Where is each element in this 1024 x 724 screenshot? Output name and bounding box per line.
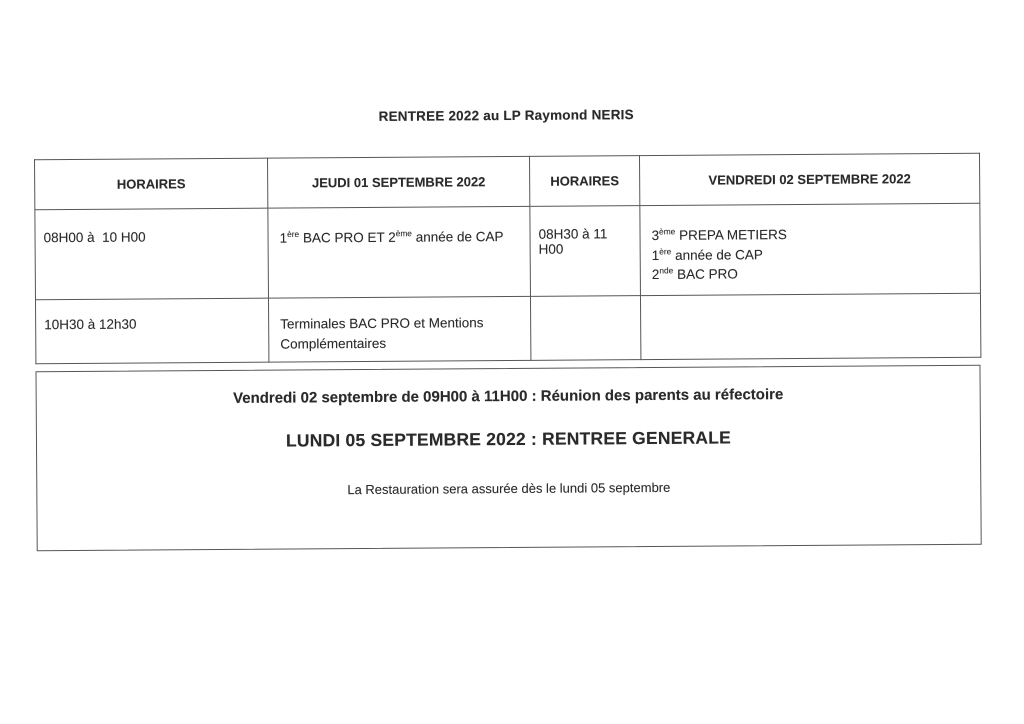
header-horaires-jeudi: HORAIRES	[35, 158, 268, 210]
cell-horaires-vendredi-slot1: 08H30 à 11 H00	[530, 206, 641, 297]
vendredi-class-line: 3ème PREPA METIERS	[651, 226, 787, 243]
note-restauration: La Restauration sera assurée dès le lundi 05 septembre	[347, 479, 671, 498]
vendredi-class-line: 2nde BAC PRO	[651, 265, 738, 283]
header-jeudi-01-septembre: JEUDI 01 SEPTEMBRE 2022	[268, 156, 530, 208]
table-row	[35, 293, 980, 364]
vendredi-class-line: 1ère année de CAP	[651, 245, 763, 263]
cell-jeudi-classes-slot1: 1ère BAC PRO ET 2ème année de CAP	[268, 206, 531, 298]
header-horaires-vendredi: HORAIRES	[529, 156, 639, 207]
schedule-table	[34, 153, 981, 365]
cell-horaires-jeudi-slot1: 08H00 à 10 H00	[35, 208, 269, 300]
note-parents-meeting: Vendredi 02 septembre de 09H00 à 11H00 : Réunion des parents au réfectoire	[232, 386, 784, 407]
cell-jeudi-classes-slot2: Terminales BAC PRO et Mentions Complémentaires	[268, 296, 530, 362]
scanned-document-sheet	[33, 0, 982, 551]
note-rentree-generale: LUNDI 05 SEPTEMBRE 2022 : RENTREE GENERALE	[285, 427, 732, 451]
cell-horaires-vendredi-slot2	[530, 296, 640, 361]
document-title: RENTREE 2022 au LP Raymond NERIS	[378, 107, 634, 124]
cell-vendredi-classes-slot2	[640, 293, 980, 359]
table-header-row	[35, 153, 980, 210]
header-vendredi-02-septembre: VENDREDI 02 SEPTEMBRE 2022	[639, 153, 979, 205]
announcements-box	[35, 365, 981, 552]
table-row	[35, 203, 981, 300]
cell-horaires-jeudi-slot2: 10H30 à 12h30	[35, 298, 268, 364]
cell-vendredi-classes-slot1	[640, 203, 981, 295]
